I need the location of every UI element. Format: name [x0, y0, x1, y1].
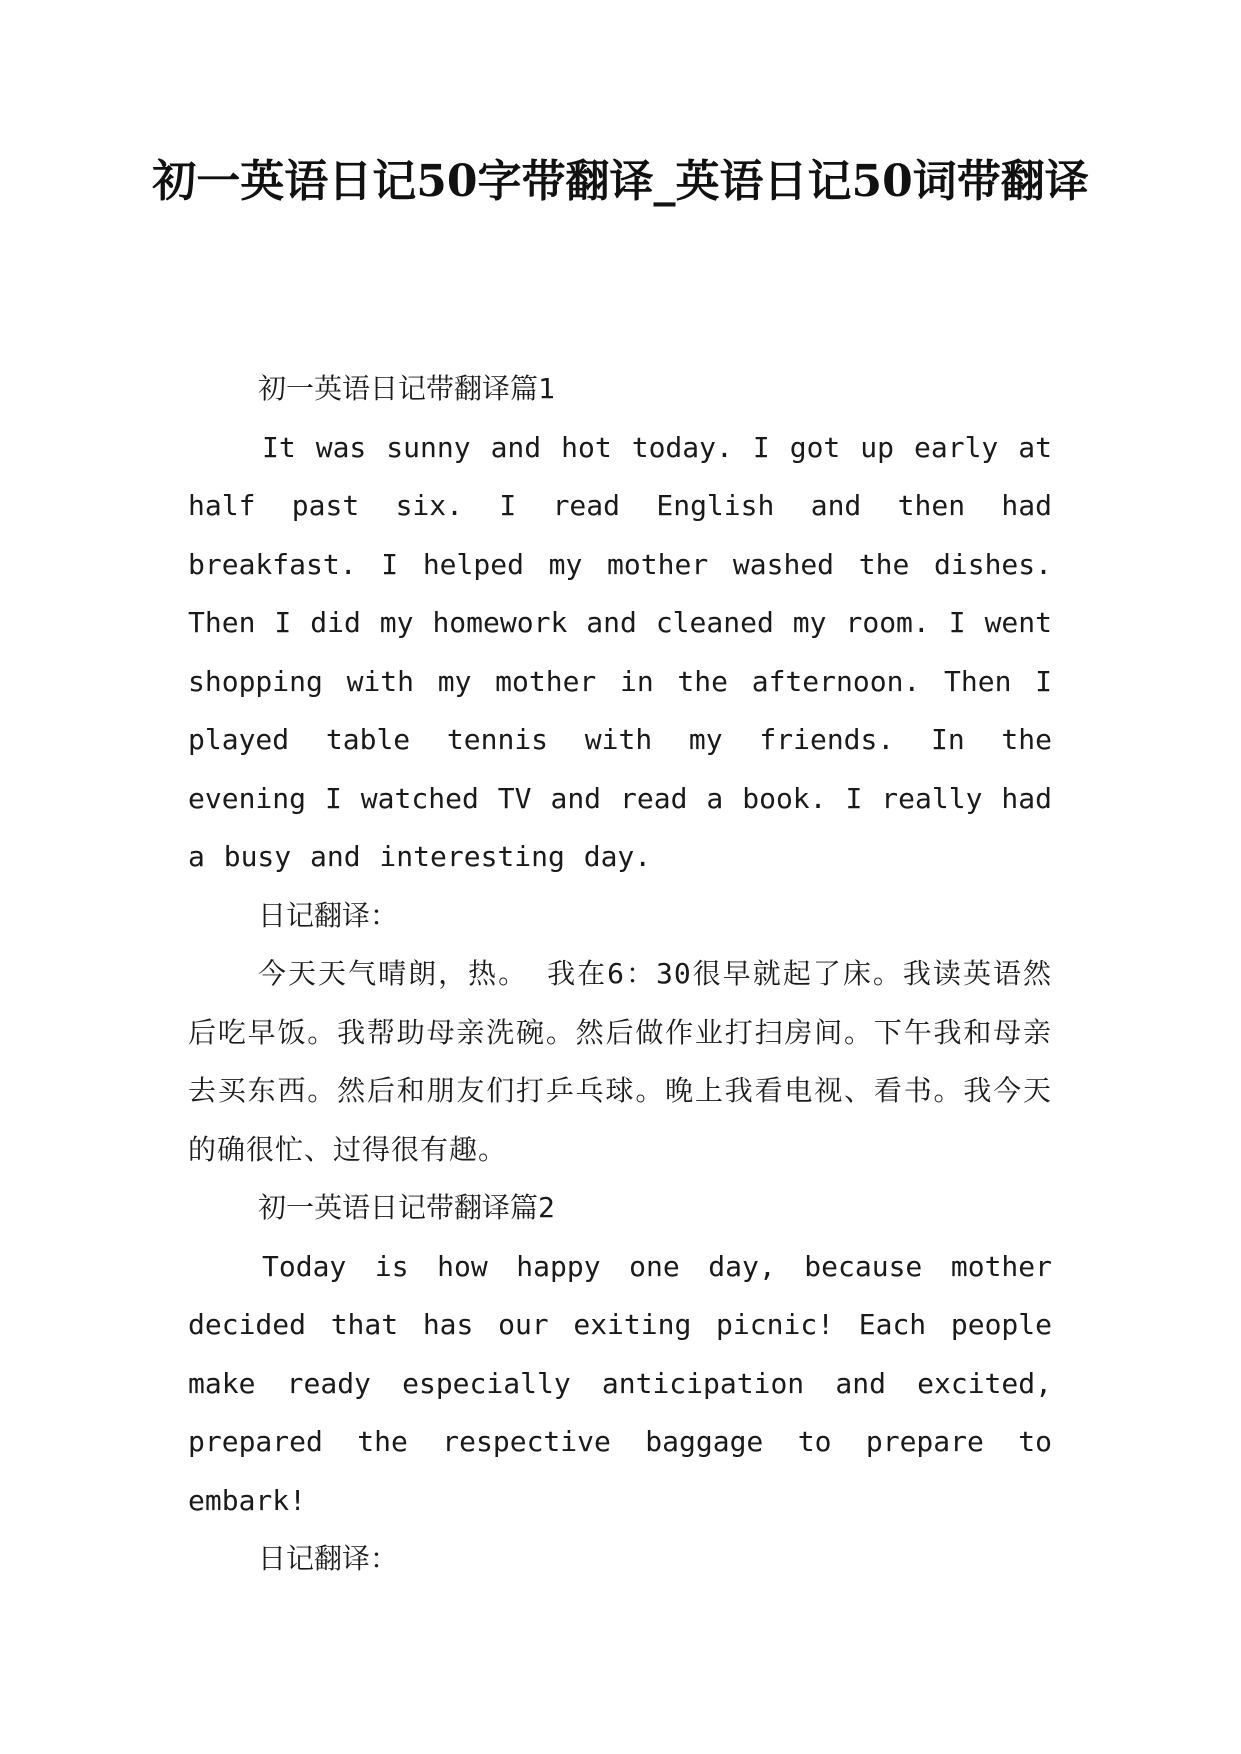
translation-label-1: 日记翻译： [258, 898, 399, 932]
document-body [188, 360, 1052, 1589]
english-diary-2: Today is how happy one day, because mother decided that has our exiting picnic! Each people make ready especially anticipation and excited, prepared the respective baggage to prepare to embark! [188, 1249, 1052, 1517]
chinese-translation-1: 今天天气晴朗，热。 我在6：30很早就起了床。我读英语然后吃早饭。我帮助母亲洗碗。然后做作业打扫房间。下午我和母亲去买东西。然后和朋友们打乒乓球。晚上我看电视、看书。我今天的确很忙、过得很有趣。 [188, 957, 1052, 1166]
section-heading-1: 初一英语日记带翻译篇1 [258, 372, 555, 405]
translation-label-2: 日记翻译： [258, 1542, 399, 1575]
english-diary-1: It was sunny and hot today. I got up early at half past six. I read English and then had breakfast. I helped my mother washed the dishes. Then I did my homework and cleaned my room. I went shopping with my mother in the afternoon. Then I played table tennis with my friends. In the evening I watched TV and read a book. I really had a busy and interesting day. [188, 430, 1052, 873]
section-heading-2: 初一英语日记带翻译篇2 [258, 1191, 555, 1224]
document-title: 初一英语日记50字带翻译_英语日记50词带翻译 [152, 156, 1089, 207]
